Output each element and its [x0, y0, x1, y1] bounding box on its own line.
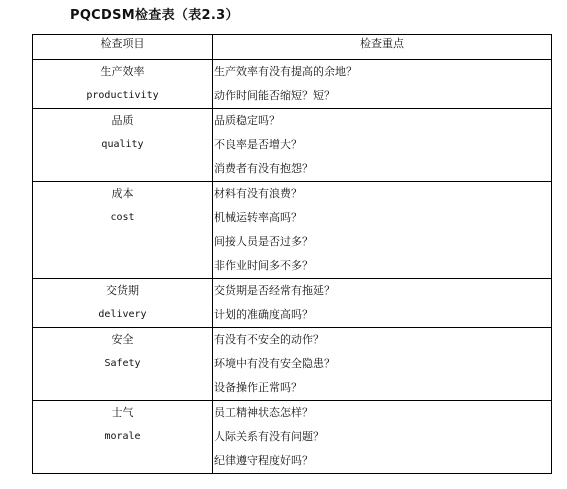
- focus-point: 材料有没有浪费？: [214, 187, 302, 200]
- focus-point: 交货期是否经常有拖延？: [214, 284, 335, 297]
- pqcdsm-checklist-table: [32, 34, 552, 474]
- item-name-zh: 安全: [111, 333, 134, 346]
- item-cell: [33, 182, 213, 279]
- table-row-morale: [33, 401, 552, 474]
- focus-point: 品质稳定吗？: [214, 114, 280, 127]
- focus-cell: [213, 279, 552, 328]
- header-check-focus: 检查重点: [213, 35, 552, 60]
- table-row-cost: [33, 182, 552, 279]
- item-name-en: morale: [104, 431, 141, 442]
- focus-point: 环境中有没有安全隐患？: [214, 357, 335, 370]
- focus-point: 消费者有没有抱怨？: [214, 162, 313, 175]
- focus-list: [213, 60, 551, 108]
- item-name-en: cost: [110, 212, 135, 223]
- table-row-delivery: [33, 279, 552, 328]
- item-cell: [33, 109, 213, 182]
- focus-list: [213, 328, 551, 400]
- focus-point: 设备操作正常吗？: [214, 381, 302, 394]
- focus-point: 员工精神状态怎样？: [214, 406, 313, 419]
- item-name-zh: 交货期: [106, 284, 139, 297]
- focus-cell: [213, 401, 552, 474]
- focus-point: 间接人员是否过多？: [214, 235, 313, 248]
- focus-point: 人际关系有没有问题？: [214, 430, 324, 443]
- item-name-zh: 生产效率: [100, 65, 145, 78]
- focus-cell: [213, 109, 552, 182]
- table-row-productivity: [33, 60, 552, 109]
- item-name-en: Safety: [104, 358, 141, 369]
- focus-cell: [213, 182, 552, 279]
- item-name-en: productivity: [86, 90, 159, 101]
- item-name-zh: 成本: [111, 187, 134, 200]
- item-cell: [33, 328, 213, 401]
- item-name-zh: 品质: [111, 114, 134, 127]
- header-row: [33, 35, 552, 60]
- focus-cell: [213, 328, 552, 401]
- header-check-item: 检查项目: [33, 35, 213, 60]
- focus-list: [213, 109, 551, 181]
- document-title: PQCDSM检查表（表2.3）: [70, 8, 239, 23]
- item-name-en: delivery: [98, 309, 147, 320]
- focus-point: 机械运转率高吗？: [214, 211, 302, 224]
- focus-list: [213, 401, 551, 473]
- item-cell: [33, 60, 213, 109]
- focus-point: 不良率是否增大？: [214, 138, 302, 151]
- focus-point: 动作时间能否缩短？短？: [214, 89, 335, 102]
- focus-list: [213, 279, 551, 327]
- table-row-safety: [33, 328, 552, 401]
- item-cell: [33, 279, 213, 328]
- focus-point: 生产效率有没有提高的余地？: [214, 65, 357, 78]
- item-cell: [33, 401, 213, 474]
- item-name-en: quality: [101, 139, 144, 150]
- focus-point: 有没有不安全的动作？: [214, 333, 324, 346]
- table-row-quality: [33, 109, 552, 182]
- focus-point: 计划的准确度高吗？: [214, 308, 313, 321]
- focus-point: 纪律遵守程度好吗？: [214, 454, 313, 467]
- item-name-zh: 士气: [111, 406, 134, 419]
- focus-list: [213, 182, 551, 278]
- focus-point: 非作业时间多不多？: [214, 259, 313, 272]
- focus-cell: [213, 60, 552, 109]
